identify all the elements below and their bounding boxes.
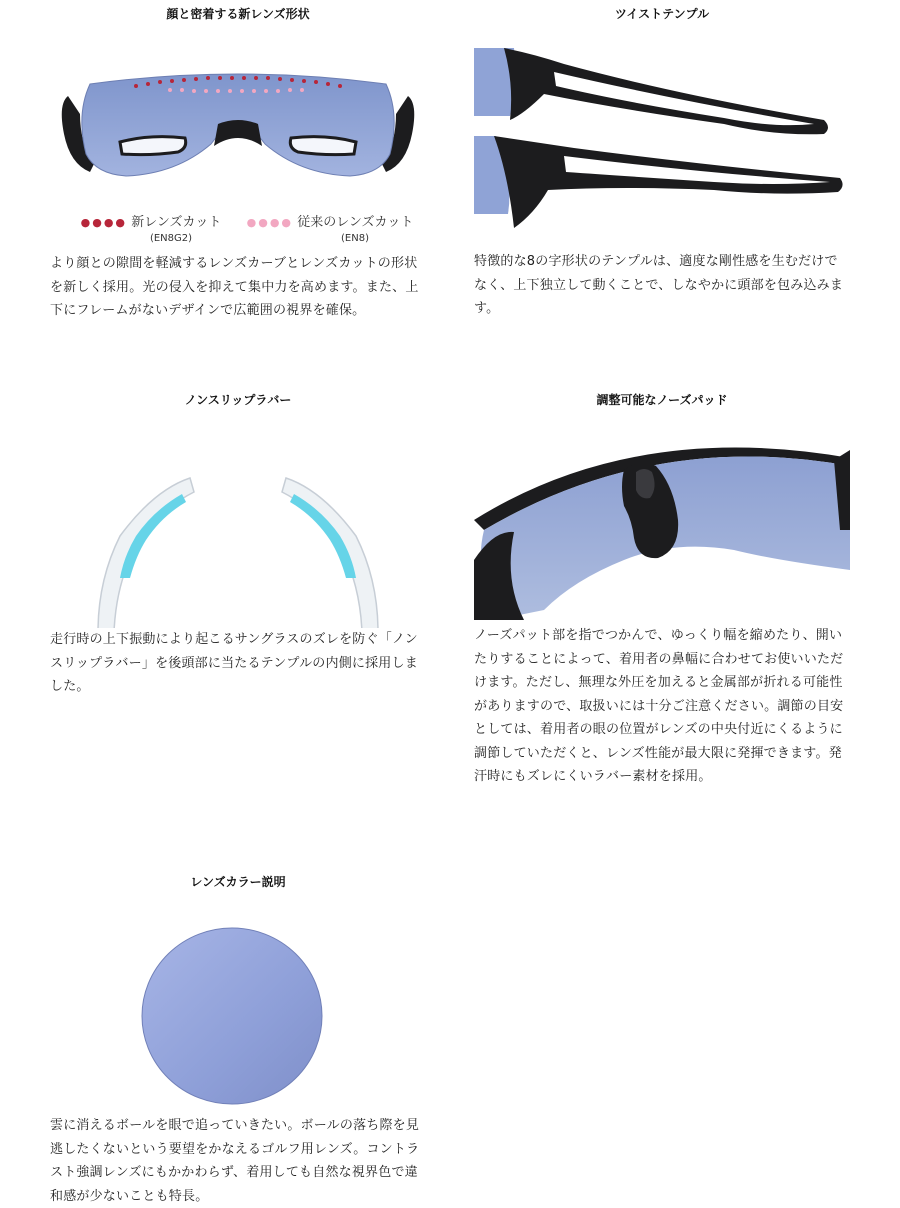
section-title: 調整可能なノーズパッド xyxy=(596,393,728,407)
nose-pad-closeup-image xyxy=(474,410,850,620)
legend-new-code: (EN8G2) xyxy=(149,233,193,244)
section-description: ノーズパット部を指でつかんで、ゆっくり幅を縮めたり、開いたりすることによって、着用者の鼻幅に合わせてお使いいただけます。ただし、無理な外圧を加えると金属部が折れる可能性がありますので、取扱いには十分ご注意ください。調節の目安としては、着用者の眼の位置がレンズの中央付近にくるように調節していただくと、レンズ性能が最大限に発揮できます。発汗時にもズレにくいラバー素材を採用。 xyxy=(474,628,844,784)
legend-old-code: (EN8) xyxy=(341,233,369,244)
brand-logo: SWANS xyxy=(546,200,580,210)
section-title: 顔と密着する新レンズ形状 xyxy=(166,7,310,21)
section-twist-temple xyxy=(474,4,850,321)
twist-temple-figure xyxy=(474,24,850,236)
legend-old-cut xyxy=(240,214,420,246)
section-lens-shape xyxy=(50,4,426,323)
nose-pad-figure xyxy=(474,410,850,620)
pink-dots-icon: ●●●● xyxy=(246,216,294,229)
lens-shape-figure xyxy=(50,24,426,252)
section-description: 走行時の上下振動により起こるサングラスのズレを防ぐ「ノンスリップラバー」を後頭部に当たるテンプルの内側に採用しました。 xyxy=(50,632,418,694)
section-nonslip-rubber xyxy=(50,390,426,699)
nonslip-figure xyxy=(50,410,426,628)
section-nose-pad xyxy=(474,390,850,789)
section-title: ツイストテンプル xyxy=(614,7,710,21)
sunglasses-front-image xyxy=(50,24,426,214)
lens-color-figure xyxy=(50,892,426,1114)
lens-cut-legend xyxy=(50,214,426,254)
temple-side-image xyxy=(474,24,850,236)
section-description: 特徴的な8の字形状のテンプルは、適度な剛性感を生むだけでなく、上下独立して動くことで、しなやかに頭部を包み込みます。 xyxy=(474,254,844,316)
lens-color-swatch xyxy=(50,892,426,1114)
legend-old-label: 従来のレンズカット xyxy=(297,215,414,230)
temple-tips-image xyxy=(50,410,426,628)
section-description: 雲に消えるボールを眼で追っていきたい。ボールの落ち際を見逃したくないという要望をかなえるゴルフ用レンズ。コントラスト強調レンズにもかかわらず、着用しても自然な視界色で違和感が少ないことも特長。 xyxy=(50,1118,420,1204)
section-title: ノンスリップラバー xyxy=(184,393,292,407)
red-dots-icon: ●●●● xyxy=(80,216,128,229)
legend-new-label: 新レンズカット xyxy=(131,215,222,230)
section-title: レンズカラー説明 xyxy=(190,875,286,889)
section-description: より顔との隙間を軽減するレンズカーブとレンズカットの形状を新しく採用。光の侵入を抑えて集中力を高めます。また、上下にフレームがないデザインで広範囲の視界を確保。 xyxy=(50,256,419,318)
legend-new-cut xyxy=(76,214,226,246)
section-lens-color xyxy=(50,872,426,1208)
